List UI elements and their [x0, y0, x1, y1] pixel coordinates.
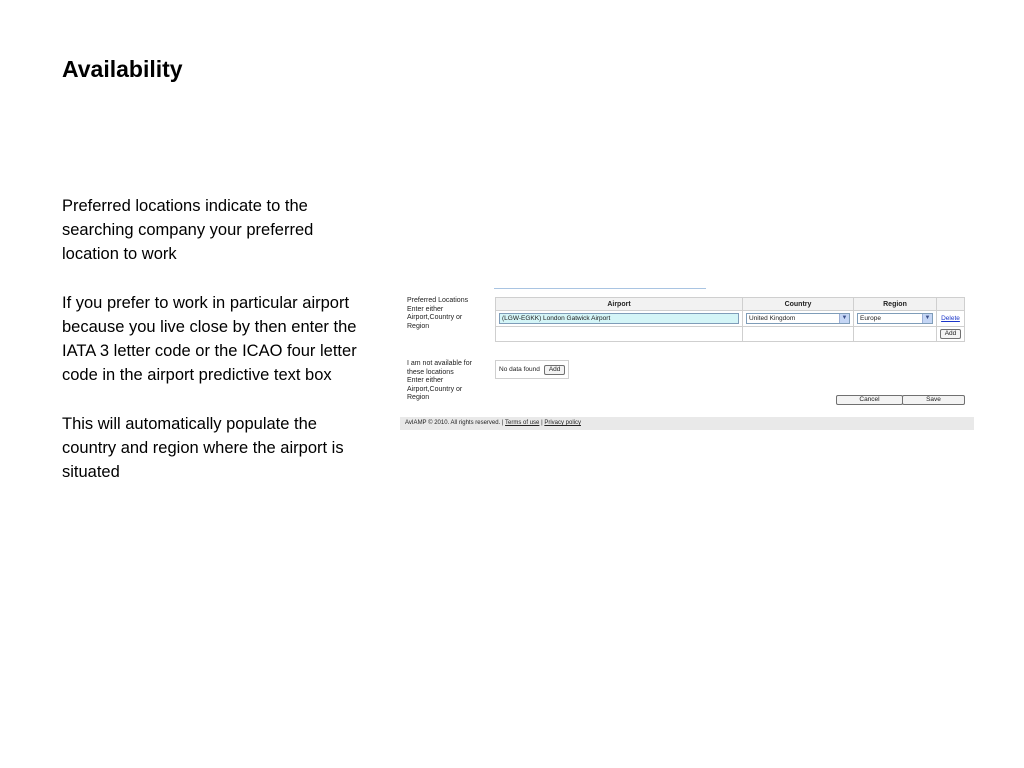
header-region: Region	[854, 298, 937, 311]
label-line: Enter either	[407, 305, 444, 313]
preferred-locations-table	[495, 297, 965, 342]
not-available-box	[495, 360, 569, 379]
header-country: Country	[743, 298, 854, 311]
country-select[interactable]	[746, 313, 850, 324]
paragraph-airport-code: If you prefer to work in particular airport because you live close by then enter the IATA 3 letter code or the ICAO four letter code in the airport predictive text box	[62, 294, 357, 384]
add-unavailable-button[interactable]: Add	[544, 365, 566, 375]
label-line: Region	[407, 394, 430, 401]
label-line: these locations	[407, 368, 454, 376]
terms-link[interactable]: Terms of use	[505, 420, 540, 426]
airport-cell	[496, 311, 743, 327]
label-line: Preferred Locations	[407, 297, 469, 304]
delete-link[interactable]: Delete	[941, 315, 960, 322]
save-button[interactable]: Save	[902, 395, 965, 405]
paragraph-auto-populate: This will automatically populate the country and region where the airport is situated	[62, 415, 344, 481]
chevron-down-icon[interactable]: ▼	[839, 314, 849, 323]
header-actions	[937, 298, 965, 311]
no-data-text: No data found	[499, 366, 540, 373]
label-line: Airport,Country or	[407, 385, 463, 393]
empty-cell	[743, 327, 854, 342]
table-row-add	[496, 327, 965, 342]
slide-title: Availability	[62, 56, 183, 82]
footer-separator: |	[541, 420, 543, 426]
privacy-link[interactable]: Privacy policy	[544, 420, 581, 426]
slide-body	[62, 194, 374, 509]
label-line: Airport,Country or	[407, 314, 463, 321]
add-cell	[937, 327, 965, 342]
add-location-button[interactable]: Add	[940, 329, 962, 339]
availability-form-screenshot	[400, 284, 974, 430]
paragraph-preferred-locations: Preferred locations indicate to the searching company your preferred location to work	[62, 197, 314, 263]
empty-cell	[496, 327, 743, 342]
country-cell	[743, 311, 854, 327]
chevron-down-icon[interactable]: ▼	[922, 314, 932, 323]
preferred-locations-label	[407, 297, 489, 331]
region-select[interactable]	[857, 313, 933, 324]
footer	[400, 417, 974, 430]
region-cell	[854, 311, 937, 327]
label-line: Region	[407, 322, 430, 330]
header-airport: Airport	[496, 298, 743, 311]
country-value: United Kingdom	[749, 315, 796, 322]
label-line: I am not available for	[407, 360, 472, 367]
actions-cell	[937, 311, 965, 327]
label-line: Enter either	[407, 377, 444, 384]
divider	[494, 288, 706, 289]
cancel-button[interactable]: Cancel	[836, 395, 903, 405]
table-header-row	[496, 298, 965, 311]
region-value: Europe	[860, 315, 881, 322]
airport-input[interactable]: (LGW-EGKK) London Gatwick Airport	[499, 313, 739, 324]
empty-cell	[854, 327, 937, 342]
copyright-text: AvIAMP © 2010. All rights reserved. |	[405, 420, 504, 426]
not-available-label	[407, 360, 489, 403]
table-row	[496, 311, 965, 327]
